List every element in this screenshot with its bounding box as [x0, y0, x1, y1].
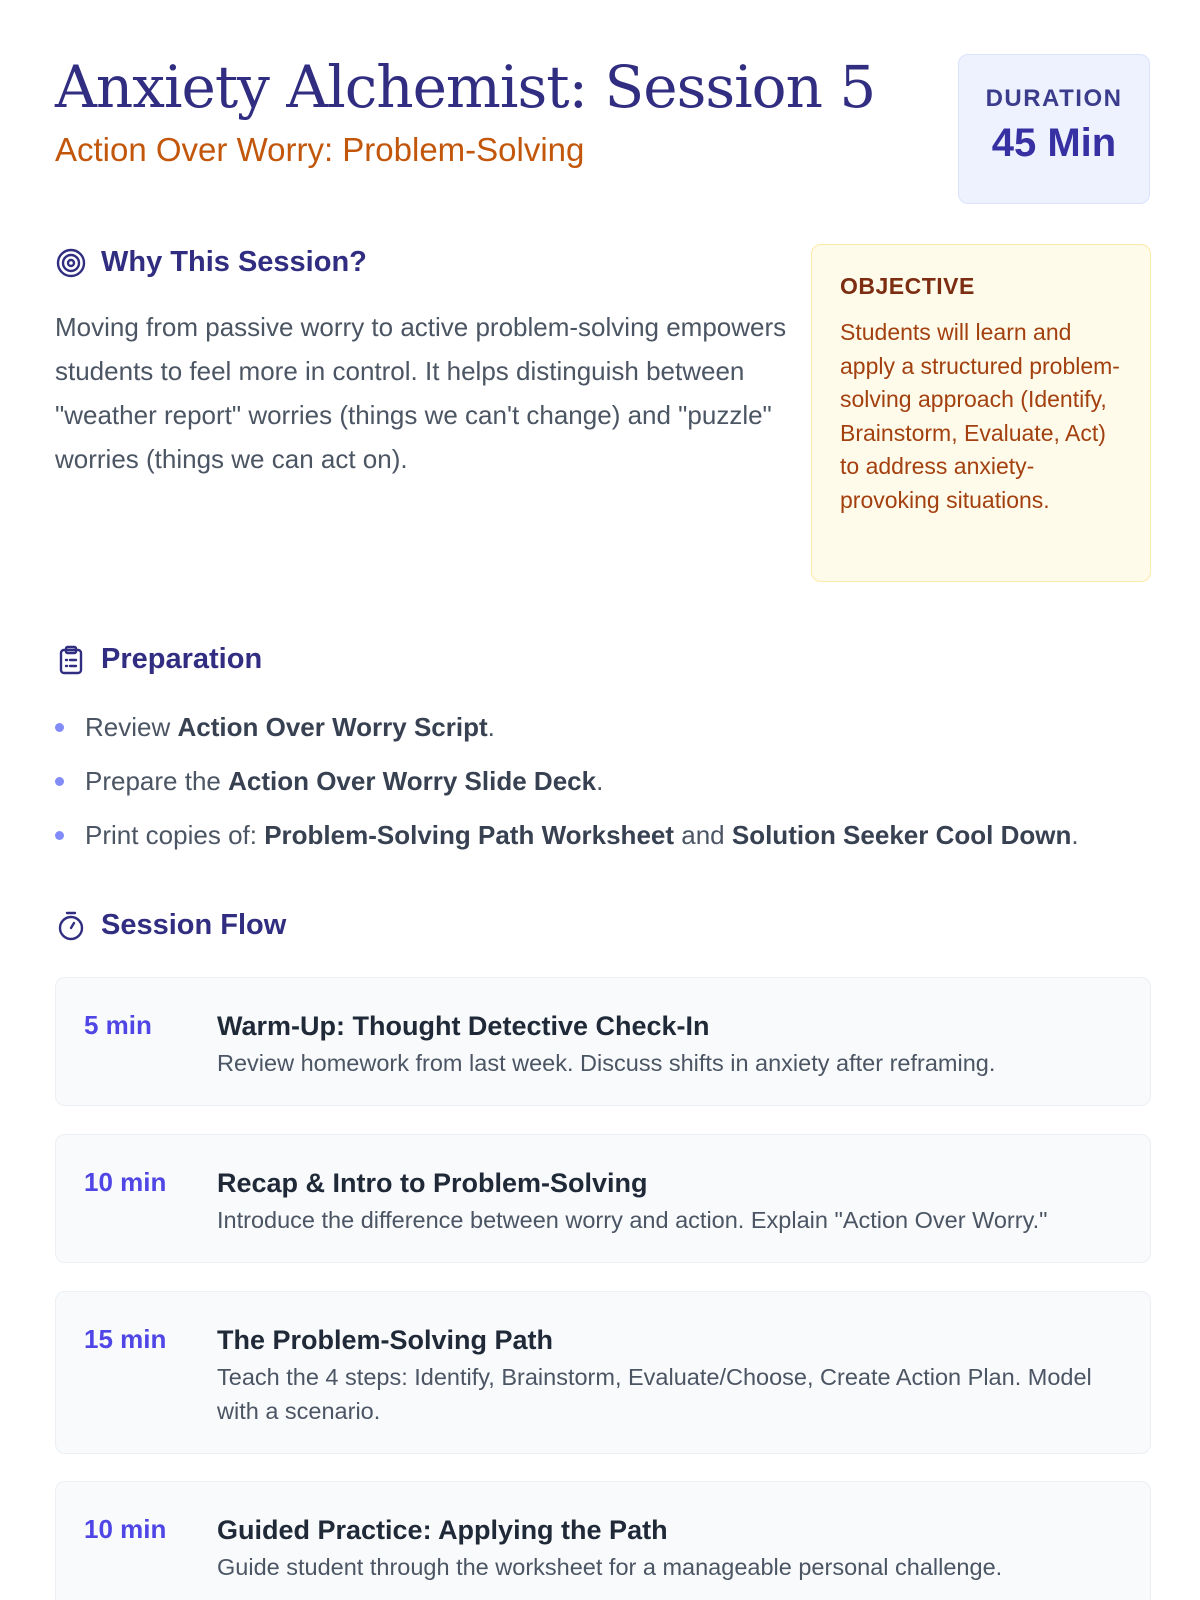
- flow-step-time: 10 min: [84, 1167, 167, 1197]
- why-heading-label: Why This Session?: [101, 246, 367, 278]
- flow-step-title: Recap & Intro to Problem-Solving: [217, 1168, 648, 1198]
- list-item: Print copies of: Problem-Solving Path Worksheet and Solution Seeker Cool Down.: [55, 808, 1175, 862]
- duration-badge: [958, 54, 1150, 204]
- flow-step-description: Introduce the difference between worry and action. Explain "Action Over Worry.": [217, 1207, 1048, 1233]
- duration-label: DURATION: [985, 85, 1123, 112]
- session-flow-heading-label: Session Flow: [101, 909, 287, 941]
- objective-label: OBJECTIVE: [840, 273, 975, 299]
- clipboard-icon: [55, 644, 87, 676]
- flow-step-description: Teach the 4 steps: Identify, Brainstorm, Evaluate/Choose, Create Action Plan. Model with a scenario.: [217, 1364, 1092, 1424]
- flow-step-title: Warm-Up: Thought Detective Check-In: [217, 1011, 710, 1041]
- flow-step-card: [55, 977, 1151, 1106]
- list-item: Review Action Over Worry Script.: [55, 700, 1175, 754]
- flow-step-time: 15 min: [84, 1324, 167, 1354]
- flow-step-description: Guide student through the worksheet for a manageable personal challenge.: [217, 1554, 1003, 1580]
- why-description: Moving from passive worry to active problem-solving empowers students to feel more in control. It helps distinguish between "weather report" worries (things we can't change) and "puzzle" worries (things we can act on).: [55, 312, 787, 474]
- preparation-heading: [55, 643, 262, 676]
- flow-step-time: 5 min: [84, 1010, 152, 1040]
- flow-step-title: Guided Practice: Applying the Path: [217, 1515, 668, 1545]
- page-title: Anxiety Alchemist: Session 5: [55, 53, 876, 121]
- page-subtitle: Action Over Worry: Problem-Solving: [55, 131, 585, 168]
- duration-value: 45 Min: [991, 121, 1117, 165]
- preparation-heading-label: Preparation: [101, 643, 263, 675]
- stopwatch-icon: [55, 910, 87, 942]
- flow-step-card: [55, 1481, 1151, 1600]
- flow-step-description: Review homework from last week. Discuss shifts in anxiety after reframing.: [217, 1050, 996, 1076]
- flow-step-time: 10 min: [84, 1514, 167, 1544]
- bullet-icon: [55, 831, 64, 840]
- objective-text: Students will learn and apply a structured problem-solving approach (Identify, Brainstorm, Evaluate, Act) to address anxiety-provoking situations.: [840, 319, 1120, 513]
- objective-box: [811, 244, 1151, 582]
- preparation-list: [55, 700, 1175, 862]
- bullet-icon: [55, 777, 64, 786]
- bullet-icon: [55, 723, 64, 732]
- session-flow-heading: [55, 909, 286, 942]
- flow-step-title: The Problem-Solving Path: [217, 1325, 554, 1355]
- list-item: Prepare the Action Over Worry Slide Deck.: [55, 754, 1175, 808]
- flow-step-card: [55, 1134, 1151, 1263]
- flow-step-card: [55, 1291, 1151, 1454]
- target-icon: [55, 247, 87, 279]
- why-heading: [55, 246, 367, 279]
